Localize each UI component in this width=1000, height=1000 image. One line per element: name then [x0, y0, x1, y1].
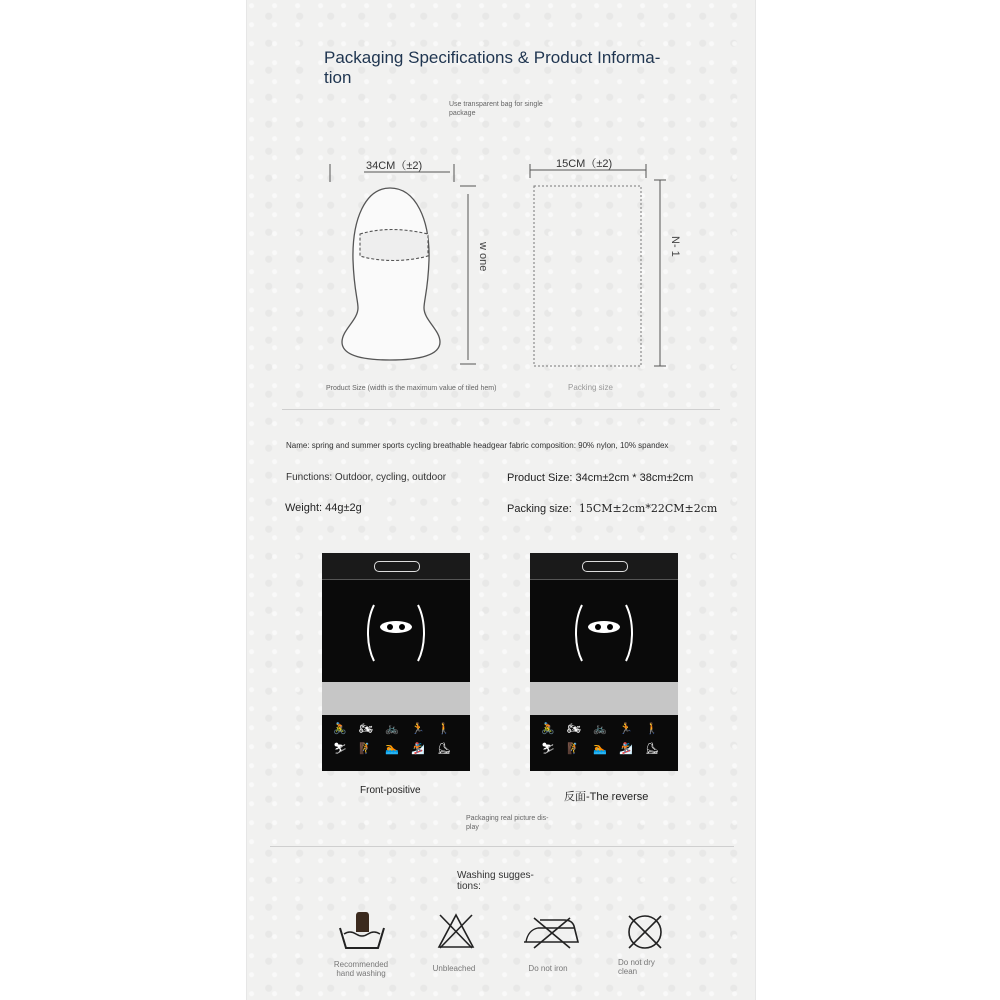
no-iron-label: Do not iron: [528, 964, 568, 973]
sport-icons: [540, 723, 670, 763]
unbleached-label: Unbleached: [432, 964, 476, 973]
packing-size-label: Packing size:: [507, 503, 572, 515]
bike-icon: 🚲: [593, 723, 607, 735]
hand-wash-label: Recommended hand washing: [333, 960, 389, 978]
package-width-label: 15CM（±2): [556, 158, 613, 170]
packing-size-caption: Packing size: [568, 383, 613, 392]
hiking-icon: 🚶: [437, 723, 451, 735]
package-grey-band: [530, 682, 678, 715]
snowboard-icon: 🏂: [411, 743, 425, 755]
cycling-icon: 🚴: [541, 723, 555, 735]
product-diagram: [320, 150, 500, 400]
divider: [270, 846, 734, 847]
hang-hole: [374, 561, 420, 572]
climbing-icon: 🧗: [567, 743, 581, 755]
cycling-icon: 🚴: [333, 723, 347, 735]
washing-title: Washing sugges- tions:: [457, 870, 534, 892]
product-size-caption: Product Size (width is the maximum value of tiled hem): [326, 385, 497, 392]
sport-icons: [332, 723, 462, 763]
skiing-icon: ⛷: [333, 743, 347, 755]
swimming-icon: 🏊: [385, 743, 399, 755]
snowboard-icon: 🏂: [619, 743, 633, 755]
swimming-icon: 🏊: [593, 743, 607, 755]
no-dry-clean-icon: [625, 912, 665, 952]
package-outline-icon: [520, 150, 670, 380]
running-icon: 🏃: [619, 723, 633, 735]
package-front-image: [322, 553, 470, 771]
hand-wash-icon: [336, 908, 388, 952]
packing-size-spec: [507, 502, 717, 515]
no-iron-icon: [520, 914, 582, 950]
product-name: Name: spring and summer sports cycling breathable headgear fabric composition: 90% nylon, 10% spandex: [286, 441, 669, 450]
balaclava-outline-icon: [320, 150, 500, 400]
product-functions: Functions: Outdoor, cycling, outdoor: [286, 472, 447, 483]
packaging-note: Use transparent bag for single package: [449, 101, 543, 117]
bike-icon: 🚲: [385, 723, 399, 735]
packing-size-value: 15CM±2cm*22CM±2cm: [578, 502, 718, 515]
page-title: Packaging Specifications & Product Informa- tion: [324, 48, 661, 87]
mask-logo-icon: [366, 601, 426, 665]
front-caption: Front-positive: [360, 785, 421, 796]
hang-hole: [582, 561, 628, 572]
product-size-spec: Product Size: 34cm±2cm * 38cm±2cm: [507, 472, 694, 484]
package-diagram: [520, 150, 670, 380]
ski-walk-icon: ⛸: [645, 743, 659, 755]
package-height-label: N- 1: [669, 236, 681, 257]
no-bleach-icon: [436, 912, 476, 950]
mask-logo-icon: [574, 601, 634, 665]
no-dry-clean-label: Do not dry clean: [618, 958, 655, 976]
package-grey-band: [322, 682, 470, 715]
climbing-icon: 🧗: [359, 743, 373, 755]
motorbike-icon: 🏍: [359, 723, 373, 735]
running-icon: 🏃: [411, 723, 425, 735]
reverse-caption: 反面-The reverse: [564, 791, 649, 803]
product-height-label: w one: [477, 242, 489, 272]
product-weight: Weight: 44g±2g: [285, 502, 362, 514]
packaging-real-picture-note: Packaging real picture dis- play: [466, 815, 549, 831]
product-width-label: 34CM（±2): [366, 160, 423, 172]
package-reverse-image: [530, 553, 678, 771]
divider: [282, 409, 720, 410]
hiking-icon: 🚶: [645, 723, 659, 735]
skiing-icon: ⛷: [541, 743, 555, 755]
ski-walk-icon: ⛸: [437, 743, 451, 755]
motorbike-icon: 🏍: [567, 723, 581, 735]
